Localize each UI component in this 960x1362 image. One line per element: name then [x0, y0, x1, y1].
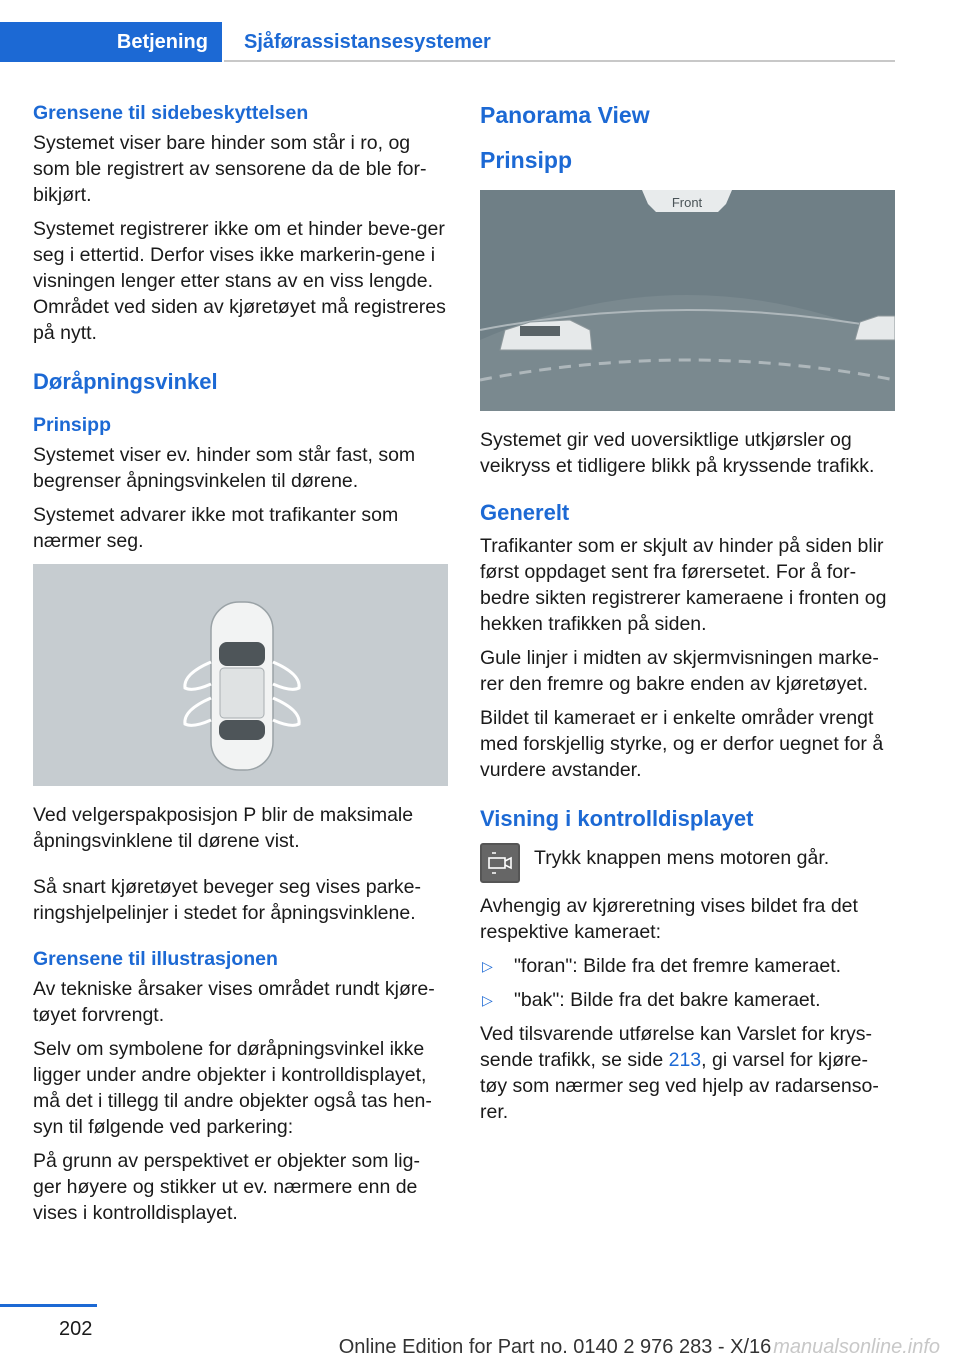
paragraph: Bildet til kameraet er i enkelte områder vrengt med forskjellig styrke, og er derfor uegnet for å vurdere avstander. — [480, 707, 884, 781]
triangle-bullet-icon: ▷ — [482, 958, 493, 974]
paragraph: Ved velgerspakposisjon P blir de maksimale åpningsvinklene til dørene vist. — [33, 804, 414, 852]
watermark: manualsonline.info — [773, 1336, 940, 1358]
triangle-bullet-icon: ▷ — [482, 992, 493, 1008]
heading-principle: Prinsipp — [480, 147, 573, 173]
page-number: 202 — [59, 1318, 93, 1340]
page-link[interactable]: 213 — [668, 1049, 702, 1071]
heading-principle: Prinsipp — [33, 414, 112, 436]
paragraph: Systemet gir ved uoversiktlige utkjørsler og veikryss et tidligere blikk på kryssende trafikk. — [480, 429, 875, 477]
paragraph: Gule linjer i midten av skjermvisningen marke-rer den fremre og bakre enden av kjøretøyet. — [480, 647, 879, 695]
heading-door-opening-angle: Døråpningsvinkel — [33, 369, 218, 394]
paragraph: Systemet advarer ikke mot trafikanter som nærmer seg. — [33, 504, 399, 552]
paragraph: Selv om symbolene for døråpningsvinkel ikke ligger under andre objekter i kontrolldisplayet, må det i tillegg til andre objekter også tas hen-syn til følgende ved parkering: — [33, 1038, 432, 1138]
list-item: ▷ "bak": Bilde fra det bakre kameraet. — [482, 989, 821, 1011]
list-item: ▷ "foran": Bilde fra det fremre kameraet. — [482, 955, 842, 977]
right-column — [480, 100, 895, 1133]
paragraph: Trykk knappen mens motoren går. — [534, 847, 830, 869]
panorama-camera-image — [480, 190, 895, 411]
paragraph: På grunn av perspektivet er objekter som lig-ger høyere og stikker ut ev. nærmere enn de vises i kontrolldisplayet. — [33, 1150, 420, 1224]
paragraph: Av tekniske årsaker vises området rundt kjøre-tøyet forvrengt. — [33, 978, 435, 1026]
section-tab[interactable]: Betjening — [0, 22, 222, 62]
camera-button-icon — [480, 843, 520, 883]
heading-illustration-limits: Grensene til illustrasjonen — [33, 948, 278, 970]
heading-panorama-view: Panorama View — [480, 102, 650, 128]
camera-list — [480, 953, 895, 1013]
page-header — [0, 0, 960, 64]
front-label: Front — [671, 195, 703, 210]
heading-side-protection-limits: Grensene til sidebeskyttelsen — [33, 102, 309, 124]
paragraph: Ved tilsvarende utførelse kan Varslet for krys-sende trafikk, se side 213, gi varsel for kjøre-tøy som nærmer seg ved hjelp av radarsenso-rer. — [480, 1023, 879, 1123]
paragraph: Så snart kjøretøyet beveger seg vises parke-ringshjelpelinjer i stedet for åpningsvinklene. — [33, 876, 421, 924]
paragraph: Avhengig av kjøreretning vises bildet fra det respektive kameraet: — [480, 895, 858, 943]
paragraph: Systemet registrerer ikke om et hinder beve-ger seg i ettertid. Derfor vises ikke markerin-gene i visningen lenger etter stans av en viss lengde. Området ved siden av kjøretøyet må registreres på nytt. — [33, 218, 446, 344]
paragraph: Systemet viser ev. hinder som står fast, som begrenser åpningsvinkelen til dørene. — [33, 444, 416, 492]
header-rule — [224, 60, 895, 62]
paragraph: Systemet viser bare hinder som står i ro, og som ble registrert av sensorene da de ble for-bikjørt. — [33, 132, 427, 206]
door-angle-illustration — [33, 564, 448, 786]
heading-general: Generelt — [480, 500, 570, 525]
paragraph: Trafikanter som er skjult av hinder på siden blir først oppdaget sent fra førersetet. For å for-bedre sikten registrerer kameraene i fronten og hekken trafikken på siden. — [480, 535, 887, 635]
edition-text: Online Edition for Part no. 0140 2 976 283 - X/16 — [338, 1336, 772, 1358]
panorama-view-illustration — [480, 190, 895, 411]
button-instruction — [480, 843, 895, 883]
heading-display-view: Visning i kontrolldisplayet — [480, 806, 754, 831]
chapter-tab[interactable]: Sjåførassistansesystemer — [224, 22, 895, 62]
footer-rule — [0, 1304, 97, 1307]
car-top-view-image — [33, 564, 448, 786]
left-column — [33, 100, 448, 1234]
